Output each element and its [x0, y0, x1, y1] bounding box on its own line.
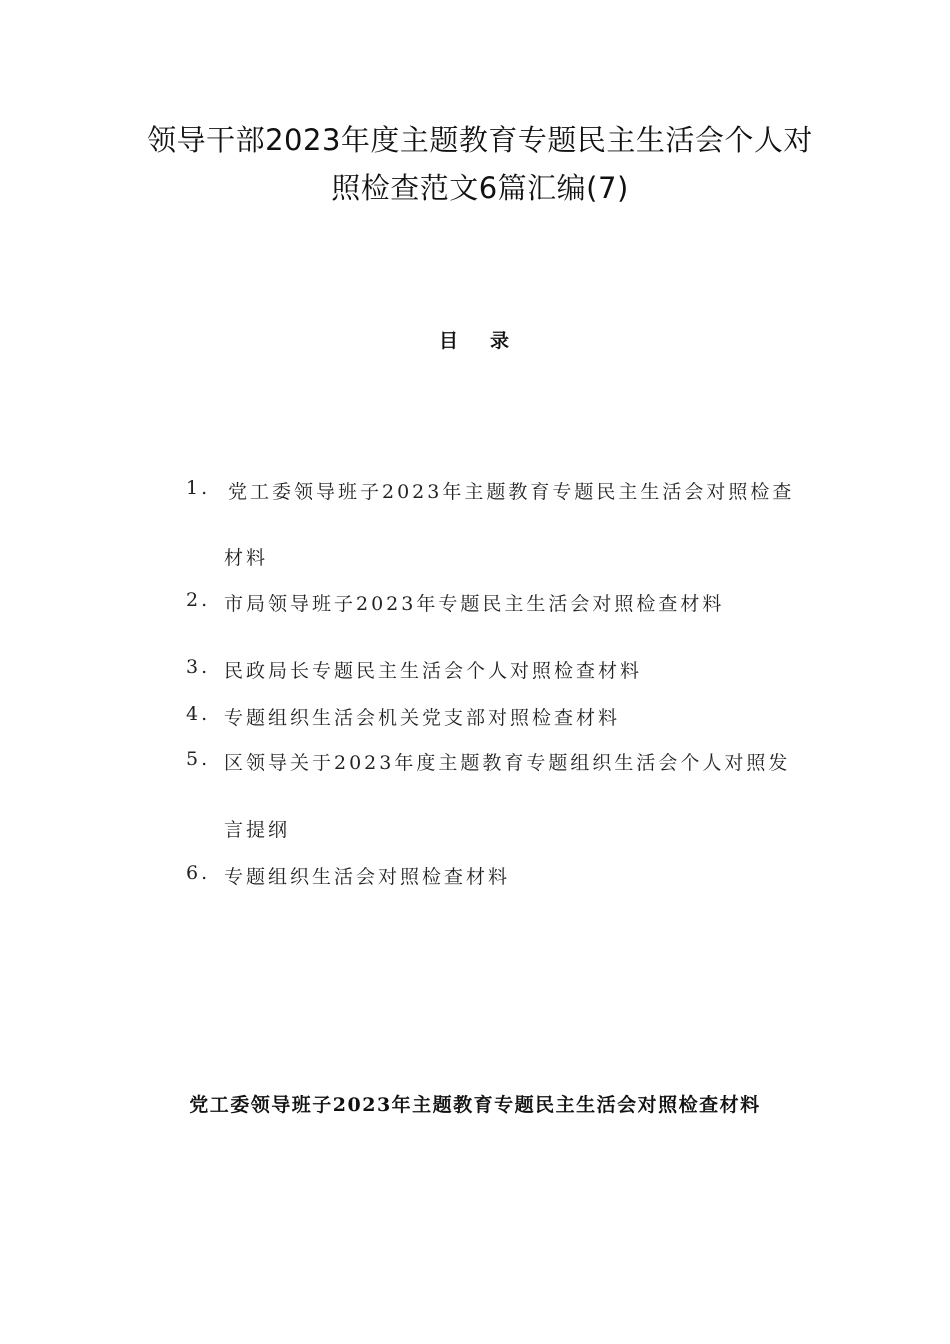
toc-heading-char-2: 录 [490, 330, 512, 352]
toc-item-number: 2. [186, 589, 211, 611]
toc-item-number: 3. [186, 656, 211, 678]
toc-item-text: 区领导关于2023年度主题教育专题组织生活会个人对照发 [224, 752, 791, 774]
toc-heading-char-1: 目 [438, 330, 460, 352]
toc-item-text: 专题组织生活会对照检查材料 [224, 866, 511, 888]
document-title-line-2: 照检查范文6篇汇编(7) [331, 171, 629, 205]
toc-item-number: 1. [186, 477, 211, 499]
toc-item-number: 5. [186, 748, 211, 770]
toc-item-text-continued: 材料 [224, 547, 269, 569]
toc-item-text: 专题组织生活会机关党支部对照检查材料 [224, 707, 621, 729]
document-title-line-1: 领导干部2023年度主题教育专题民主生活会个人对 [147, 123, 813, 157]
toc-item-text: 党工委领导班子2023年主题教育专题民主生活会对照检查 [228, 481, 795, 503]
toc-item-text: 民政局长专题民主生活会个人对照检查材料 [224, 660, 643, 682]
toc-item-number: 4. [186, 703, 211, 725]
toc-item-text-continued: 言提纲 [224, 819, 291, 841]
toc-item-number: 6. [186, 862, 211, 884]
toc-heading [0, 326, 950, 353]
section-title: 党工委领导班子2023年主题教育专题民主生活会对照检查材料 [189, 1094, 761, 1116]
toc-item-text: 市局领导班子2023年专题民主生活会对照检查材料 [224, 593, 725, 615]
